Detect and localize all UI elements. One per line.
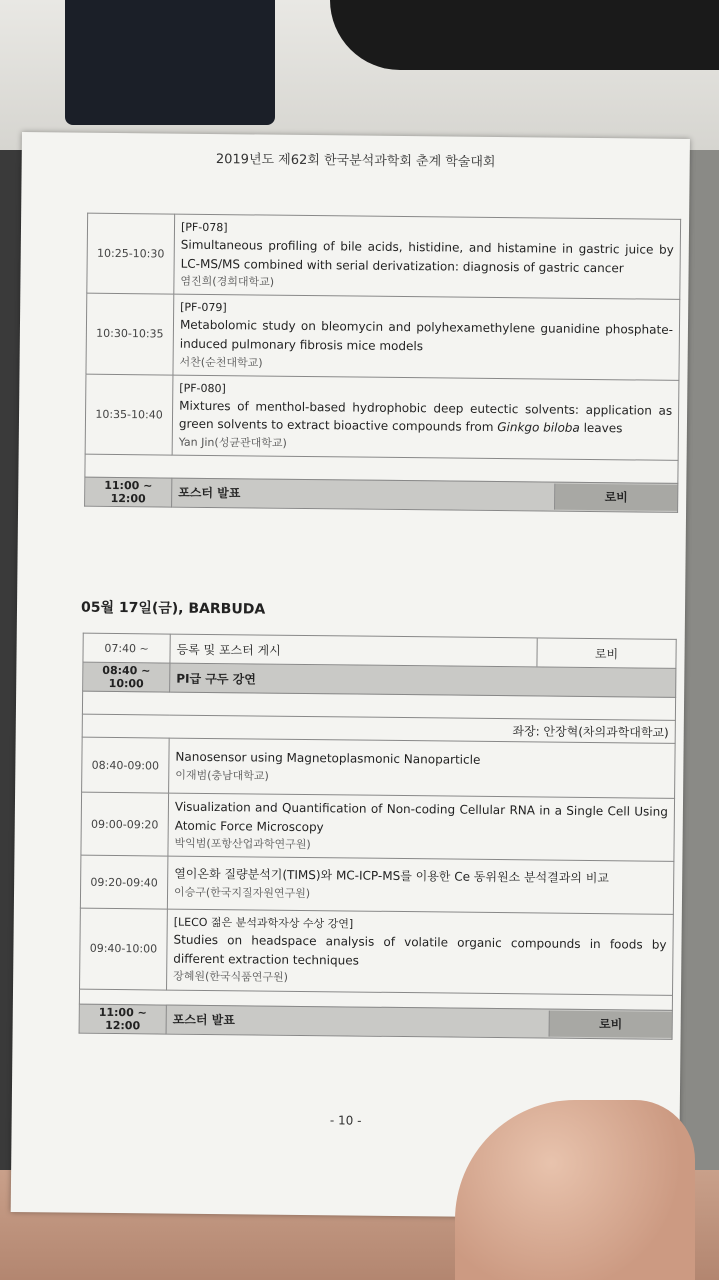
table-row <box>82 737 676 798</box>
time-cell: 10:35-10:40 <box>85 374 173 455</box>
presentation-code: [PF-078] <box>180 220 228 235</box>
presentation-cell <box>168 793 675 862</box>
presentation-title: Visualization and Quantification of Non-coding Cellular RNA in a Single Cell Using Atomic Force Microscopy <box>174 799 668 834</box>
background-object <box>65 0 275 125</box>
presentation-cell <box>173 294 680 380</box>
session-cell <box>172 478 678 512</box>
time-cell: 10:30-10:35 <box>86 293 174 374</box>
title-text: Mixtures of menthol-based hydrophobic deep eutectic solvents: application as green solvents to extract bioactive compounds from <box>178 398 673 435</box>
presentation-title: Studies on headspace analysis of volatile organic compounds in foods by different extraction techniques <box>173 932 667 968</box>
poster-session-row <box>85 477 678 512</box>
page-number: - 10 - <box>329 1113 362 1128</box>
presenter: 염진희(경희대학교) <box>180 274 275 289</box>
schedule-table-2 <box>79 633 677 1040</box>
booklet-page <box>11 132 690 1219</box>
table-row <box>87 213 681 299</box>
session-room: 로비 <box>555 483 678 510</box>
species-name: Ginkgo biloba <box>497 420 580 436</box>
registration-inner <box>170 635 675 668</box>
background-object <box>330 0 719 70</box>
time-cell: 10:25-10:30 <box>87 213 175 294</box>
presenter: 박익범(포항산업과학연구원) <box>174 836 311 852</box>
session-time: 08:40 ~ 10:00 <box>83 662 170 692</box>
session-label: 포스터 발표 <box>167 1006 550 1036</box>
time-cell: 07:40 ~ <box>83 633 170 663</box>
presenter: Yan Jin(성균관대학교) <box>178 435 287 450</box>
presentation-code: [PF-079] <box>180 300 227 315</box>
session-label: 포스터 발표 <box>172 479 555 509</box>
time-cell: 09:40-10:00 <box>80 908 168 989</box>
registration-label: 등록 및 포스터 게시 <box>170 635 537 667</box>
presentation-title: Metabolomic study on bleomycin and polyhexamethylene guanidine phosphate-induced pulmonary fibrosis mice models <box>179 317 674 354</box>
presentation-title <box>179 396 672 438</box>
presenter: 이재범(충남대학교) <box>175 768 269 783</box>
presentation-title: Nanosensor using Magnetoplasmonic Nanoparticle <box>175 749 481 768</box>
presenter: 장혜원(한국식품연구원) <box>173 970 289 985</box>
presentation-cell <box>167 856 674 914</box>
table-row <box>86 293 680 379</box>
page-header: 2019년도 제62회 한국분석과학회 춘계 학술대회 <box>215 152 496 170</box>
session-room: 로비 <box>549 1010 672 1037</box>
table-row <box>85 374 679 460</box>
schedule-table-1 <box>84 213 681 513</box>
poster-session-row <box>79 1004 672 1039</box>
presenter: 이승구(한국지질자원연구원) <box>173 885 311 901</box>
presenter: 서찬(순천대학교) <box>179 355 263 370</box>
table-row <box>81 792 675 861</box>
day-heading: 05월 17일(금), BARBUDA <box>80 599 266 618</box>
presentation-cell <box>172 375 679 461</box>
presentation-title: Simultaneous profiling of bile acids, histidine, and histamine in gastric juice by LC-MS/MS combined with serial derivatization: diagnosis of gastric cancer <box>180 237 674 275</box>
session-time: 11:00 ~ 12:00 <box>79 1004 166 1034</box>
time-cell: 09:20-09:40 <box>80 855 168 909</box>
registration-room: 로비 <box>594 646 619 661</box>
time-cell: 09:00-09:20 <box>81 792 169 856</box>
session-time: 11:00 ~ 12:00 <box>85 477 172 507</box>
table-row <box>80 908 674 994</box>
session-inner <box>172 479 677 510</box>
time-cell: 08:40-09:00 <box>82 737 170 793</box>
presentation-cell <box>174 214 681 300</box>
presentation-title: 열이온화 질량분석기(TIMS)와 MC-ICP-MS를 이용한 Ce 동위원소 분석결과의 비교 <box>174 867 610 886</box>
session-label: PI급 구두 강연 <box>170 663 676 697</box>
session-inner <box>167 1006 672 1037</box>
title-text: leaves <box>579 421 623 436</box>
presentation-cell <box>169 738 676 798</box>
presentation-cell <box>167 909 674 995</box>
session-chair: 좌장: 안장혁(차의과학대학교) <box>82 714 675 743</box>
session-cell <box>166 1005 672 1039</box>
table-row <box>80 855 674 914</box>
award-lecture-label: [LECO 젊은 분석과학자상 수상 강연] <box>173 915 354 931</box>
presentation-code: [PF-080] <box>179 381 226 395</box>
